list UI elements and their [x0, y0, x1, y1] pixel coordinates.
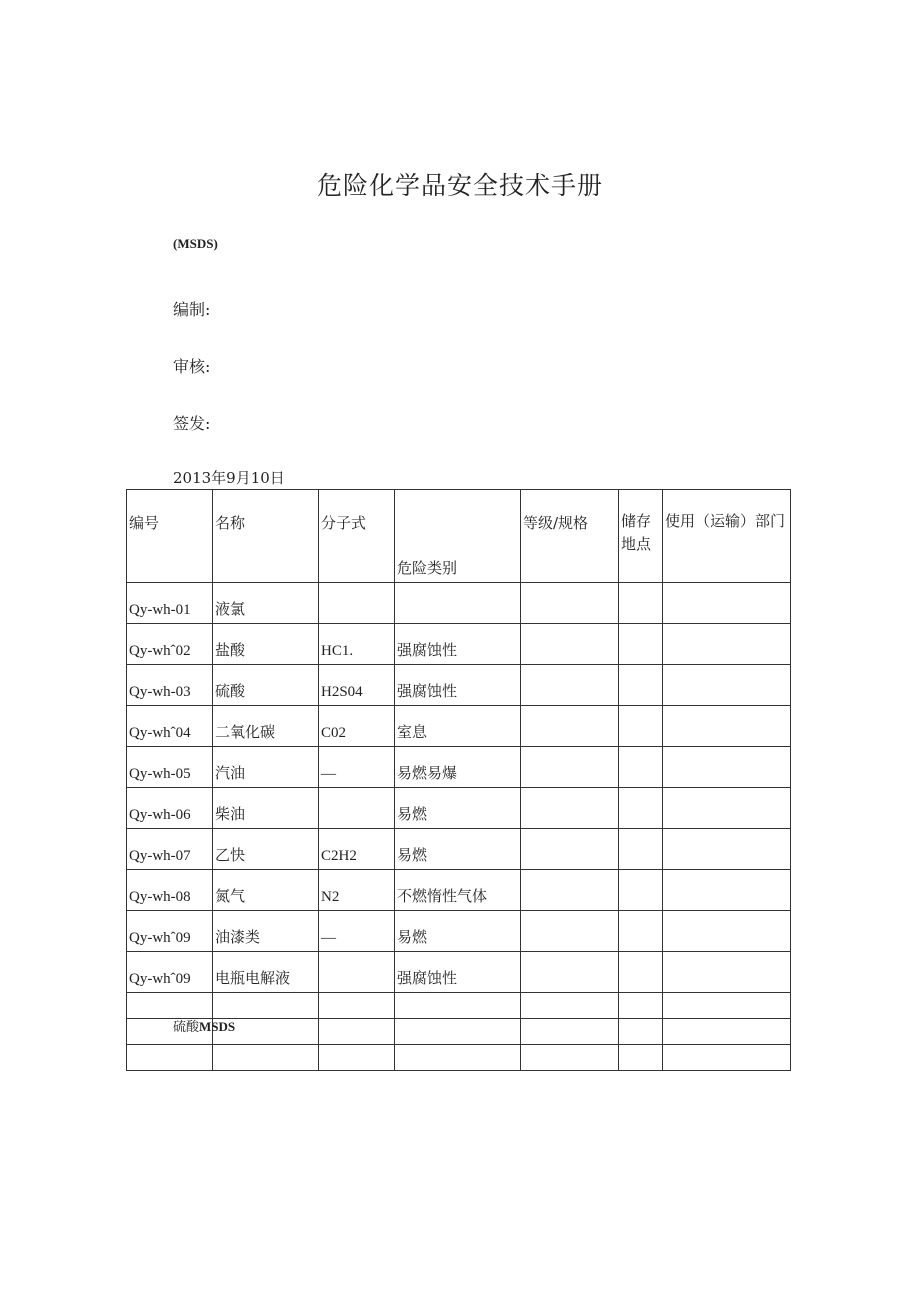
cell-storage-location [619, 665, 663, 706]
empty-cell [127, 993, 213, 1019]
footer-prefix: 硫酸 [173, 1020, 200, 1035]
cell-using-department [663, 665, 791, 706]
empty-cell [319, 1045, 395, 1071]
cell-grade-spec [521, 952, 619, 993]
cell-grade-spec [521, 747, 619, 788]
compiled-by-label: 编制: [173, 300, 211, 319]
empty-cell [521, 1019, 619, 1045]
issued-by-label: 签发: [173, 414, 211, 433]
table-row [127, 665, 791, 706]
cell-grade-spec [521, 788, 619, 829]
cell-storage-location [619, 911, 663, 952]
cell-id: Qy-whˆ04 [127, 706, 213, 747]
empty-cell [663, 1019, 791, 1045]
cell-storage-location [619, 788, 663, 829]
cell-id: Qy-whˆ09 [127, 911, 213, 952]
cell-formula [319, 583, 395, 624]
cell-using-department [663, 583, 791, 624]
cell-formula: — [319, 911, 395, 952]
cell-id: Qy-whˆ09 [127, 952, 213, 993]
cell-id: Qy-wh-07 [127, 829, 213, 870]
cell-name: 液氯 [213, 583, 319, 624]
empty-cell [663, 1045, 791, 1071]
empty-cell [619, 993, 663, 1019]
empty-cell [127, 1045, 213, 1071]
empty-cell [395, 1045, 521, 1071]
table-row [127, 788, 791, 829]
cell-name: 油漆类 [213, 911, 319, 952]
cell-id: Qy-wh-08 [127, 870, 213, 911]
cell-using-department [663, 829, 791, 870]
cell-grade-spec [521, 583, 619, 624]
cell-formula: H2S04 [319, 665, 395, 706]
empty-cell [213, 1045, 319, 1071]
table-header-row [127, 490, 791, 583]
cell-using-department [663, 624, 791, 665]
cell-name: 盐酸 [213, 624, 319, 665]
cell-name: 乙快 [213, 829, 319, 870]
table-row-empty [127, 1045, 791, 1071]
cell-grade-spec [521, 829, 619, 870]
document-date: 2013年9月10日 [173, 469, 285, 487]
cell-name: 电瓶电解液 [213, 952, 319, 993]
chemicals-table [126, 489, 791, 1071]
cell-formula: C02 [319, 706, 395, 747]
cell-hazard-class: 易燃 [395, 788, 521, 829]
cell-using-department [663, 911, 791, 952]
table-row [127, 624, 791, 665]
table-row [127, 870, 791, 911]
empty-cell [319, 1019, 395, 1045]
table-row [127, 583, 791, 624]
cell-name: 柴油 [213, 788, 319, 829]
document-subtitle: (MSDS) [173, 236, 218, 251]
cell-hazard-class [395, 583, 521, 624]
empty-cell [521, 1045, 619, 1071]
cell-storage-location [619, 706, 663, 747]
footer-caption [173, 1016, 235, 1035]
cell-using-department [663, 747, 791, 788]
cell-hazard-class: 强腐蚀性 [395, 952, 521, 993]
empty-cell [619, 1045, 663, 1071]
cell-id: Qy-whˆ02 [127, 624, 213, 665]
cell-id: Qy-wh-01 [127, 583, 213, 624]
empty-cell [619, 1019, 663, 1045]
cell-id: Qy-wh-05 [127, 747, 213, 788]
cell-formula: HC1. [319, 624, 395, 665]
empty-cell [395, 1019, 521, 1045]
reviewed-by-label: 审核: [173, 357, 211, 376]
empty-cell [319, 993, 395, 1019]
table-row [127, 829, 791, 870]
header-id: 编号 [127, 490, 213, 583]
cell-name: 硫酸 [213, 665, 319, 706]
header-storage-location: 储存地点 [619, 490, 663, 583]
cell-name: 汽油 [213, 747, 319, 788]
table-row [127, 911, 791, 952]
cell-storage-location [619, 952, 663, 993]
cell-grade-spec [521, 706, 619, 747]
header-grade-spec: 等级/规格 [521, 490, 619, 583]
table-row [127, 706, 791, 747]
cell-name: 二氧化碳 [213, 706, 319, 747]
cell-storage-location [619, 747, 663, 788]
cell-hazard-class: 室息 [395, 706, 521, 747]
cell-storage-location [619, 624, 663, 665]
cell-using-department [663, 788, 791, 829]
cell-id: Qy-wh-03 [127, 665, 213, 706]
header-name: 名称 [213, 490, 319, 583]
cell-hazard-class: 强腐蚀性 [395, 624, 521, 665]
cell-formula: N2 [319, 870, 395, 911]
cell-storage-location [619, 583, 663, 624]
cell-hazard-class: 易燃 [395, 911, 521, 952]
cell-hazard-class: 不燃惰性气体 [395, 870, 521, 911]
cell-id: Qy-wh-06 [127, 788, 213, 829]
cell-hazard-class: 易燃 [395, 829, 521, 870]
cell-grade-spec [521, 870, 619, 911]
header-using-department: 使用（运输）部门 [663, 490, 791, 583]
empty-cell [395, 993, 521, 1019]
cell-using-department [663, 706, 791, 747]
table-row [127, 952, 791, 993]
cell-using-department [663, 870, 791, 911]
header-hazard-class: 危险类别 [395, 490, 521, 583]
cell-hazard-class: 易燃易爆 [395, 747, 521, 788]
header-formula: 分子式 [319, 490, 395, 583]
empty-cell [213, 993, 319, 1019]
table-row [127, 747, 791, 788]
cell-grade-spec [521, 665, 619, 706]
empty-cell [521, 993, 619, 1019]
table-row-empty [127, 993, 791, 1019]
cell-name: 氮气 [213, 870, 319, 911]
document-title: 危险化学品安全技术手册 [316, 171, 603, 200]
footer-suffix: MSDS [199, 1019, 236, 1034]
cell-grade-spec [521, 911, 619, 952]
cell-formula [319, 788, 395, 829]
cell-grade-spec [521, 624, 619, 665]
cell-storage-location [619, 829, 663, 870]
cell-hazard-class: 强腐蚀性 [395, 665, 521, 706]
cell-formula [319, 952, 395, 993]
cell-formula: C2H2 [319, 829, 395, 870]
empty-cell [663, 993, 791, 1019]
cell-storage-location [619, 870, 663, 911]
cell-formula: — [319, 747, 395, 788]
table-body [127, 583, 791, 1071]
cell-using-department [663, 952, 791, 993]
